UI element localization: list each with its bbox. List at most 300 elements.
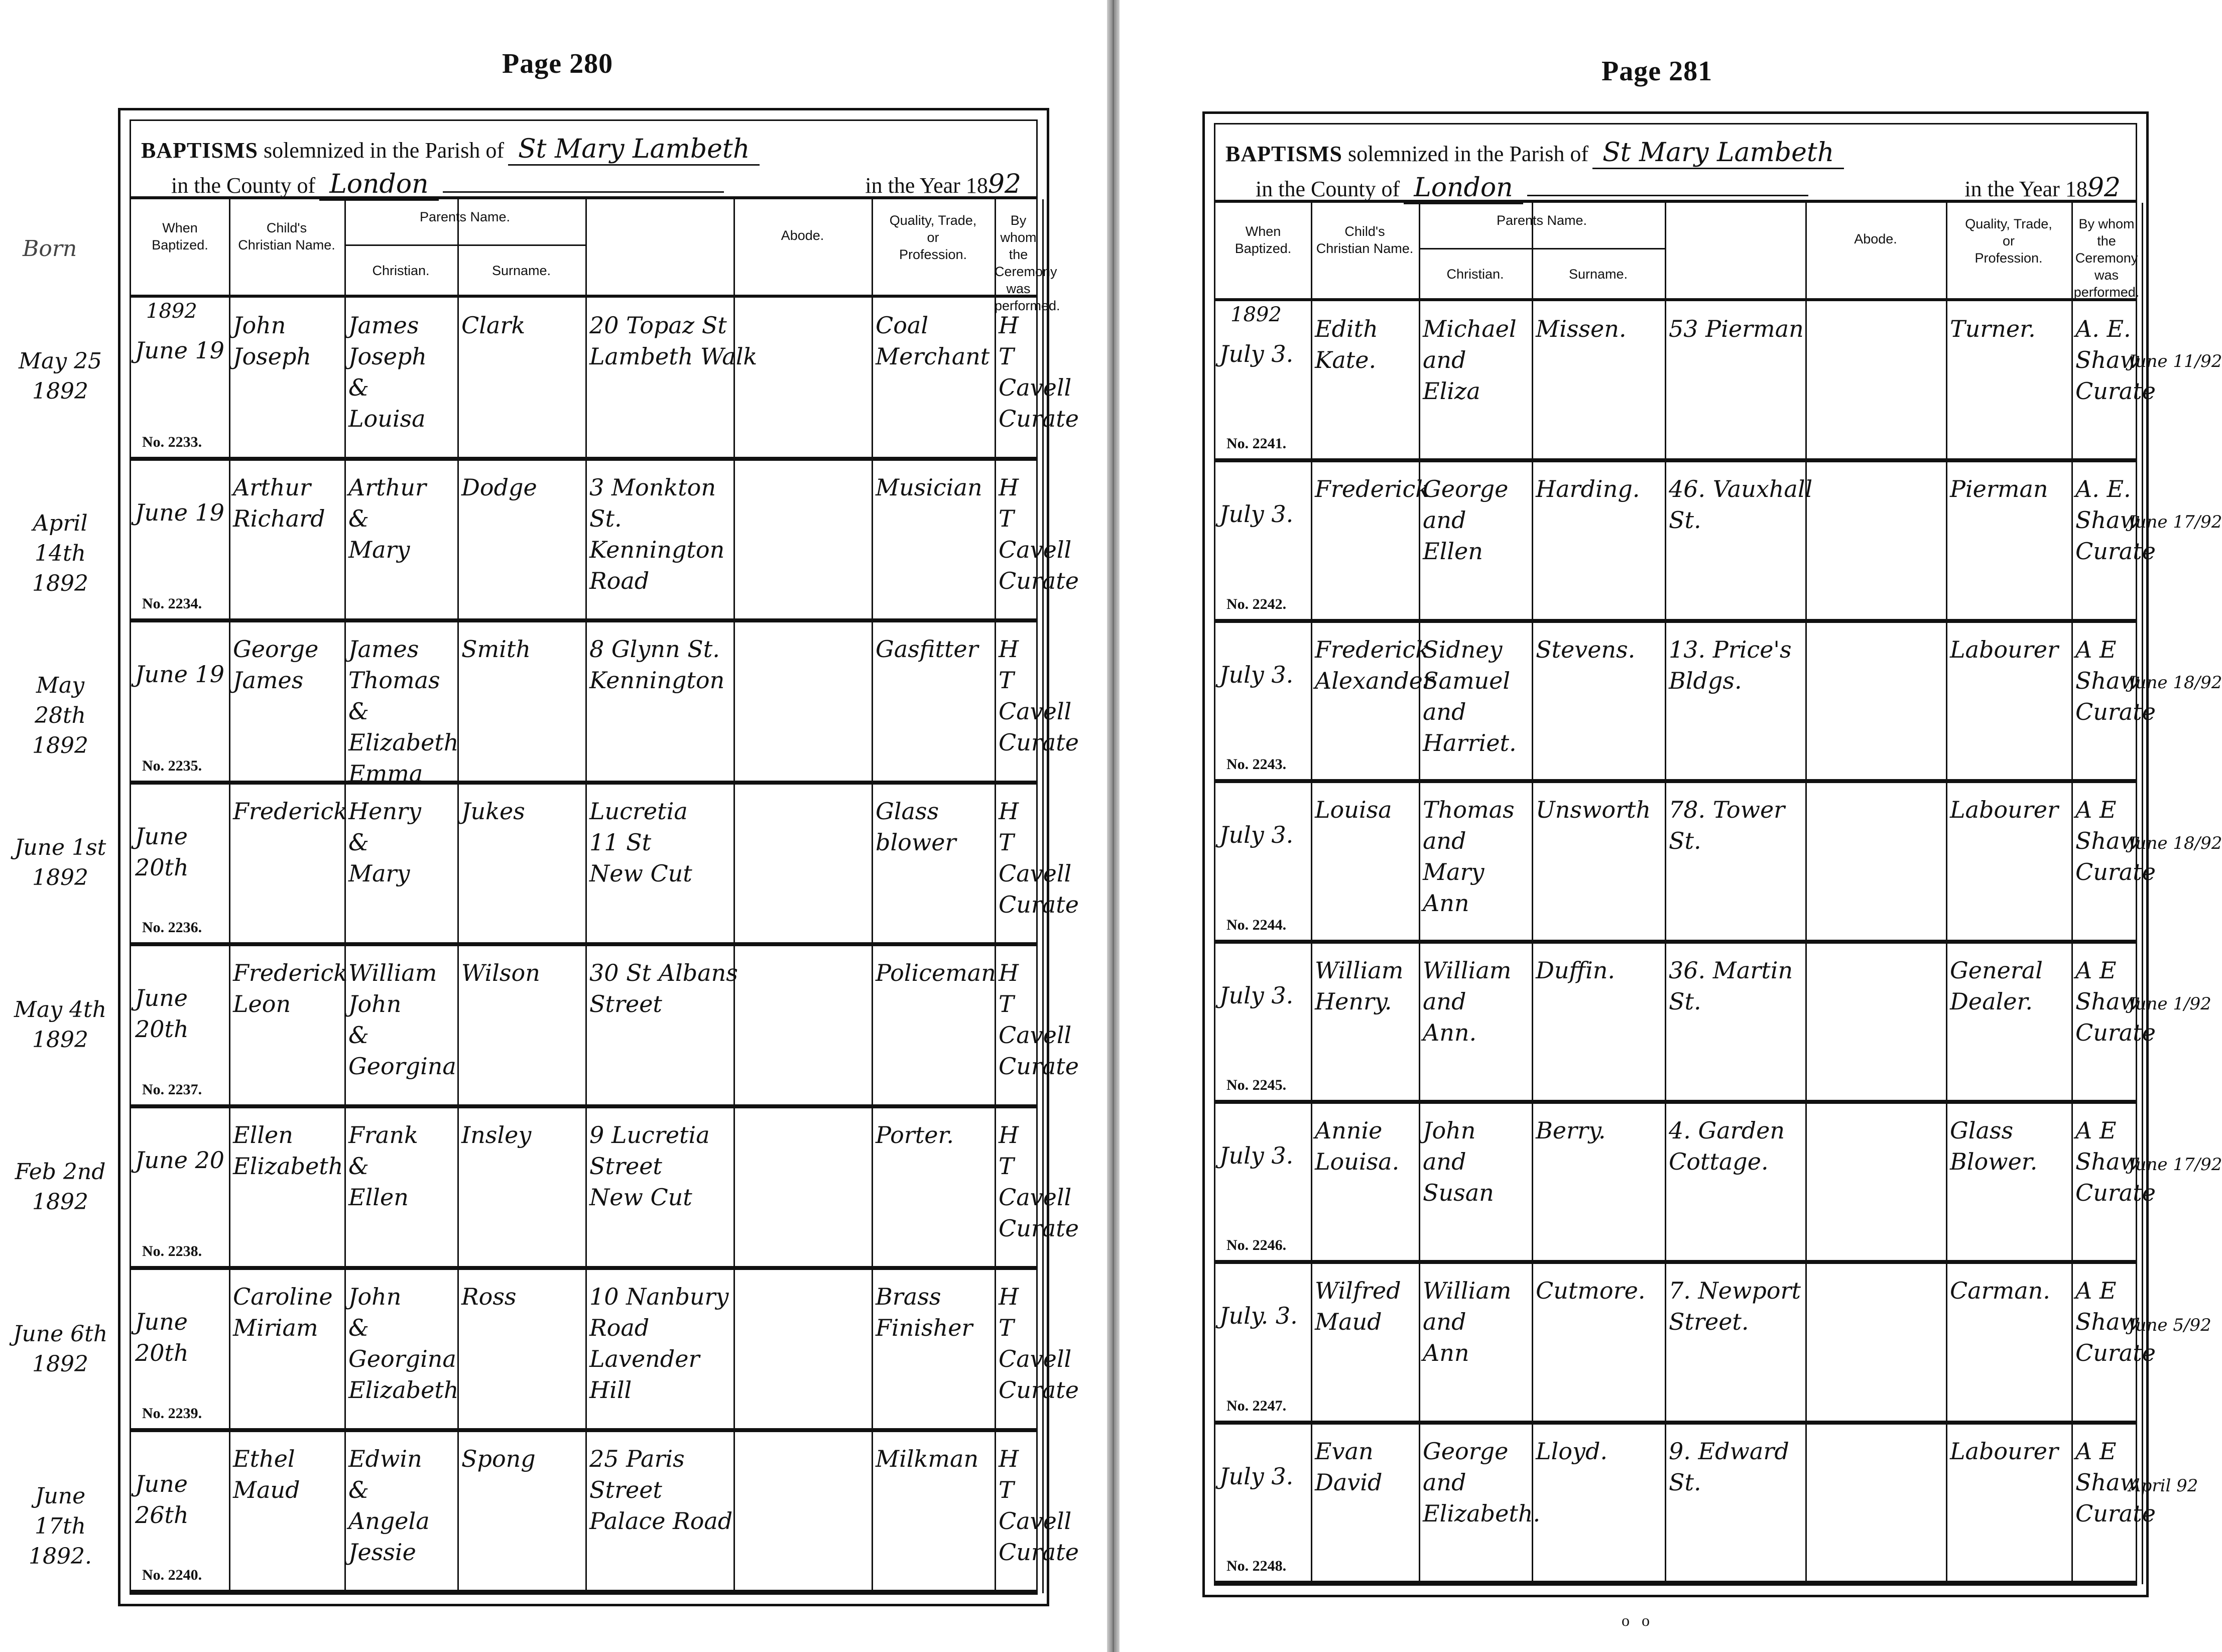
heading-text: solemnized in the Parish of [1347, 142, 1588, 166]
table-row [131, 1266, 1079, 1432]
cell-when [131, 1104, 229, 1266]
cell-parents-christian [344, 457, 457, 619]
cell-text: Louisa [1315, 796, 1392, 824]
register-number: No. 2242. [1226, 595, 1287, 612]
parents-subheader-divider [1419, 248, 1665, 249]
cell-text: Arthur & Mary [348, 473, 426, 563]
cell-text: Milkman [876, 1445, 979, 1472]
cell-text: 9. Edward St. [1669, 1437, 1789, 1496]
cell-when [131, 1428, 229, 1590]
register-number: No. 2233. [142, 433, 202, 450]
cell-text: Glass blower [876, 797, 956, 856]
cell-parents-christian [1419, 1260, 1532, 1420]
cell-text: A E Shaw Curate [2075, 796, 2156, 886]
cell-surname [457, 942, 585, 1104]
cell-abode [585, 1428, 872, 1590]
cell-text: July 3. [1219, 500, 1294, 528]
cell-text: Pierman [1950, 475, 2048, 503]
parish-name: St Mary Lambeth [1592, 138, 1844, 169]
column-header-abode: Abode. [1854, 231, 1897, 246]
cell-when [1215, 1260, 1311, 1420]
cell-when [1215, 779, 1311, 939]
book-gutter [1107, 0, 1120, 1652]
cell-text: John and Susan [1423, 1116, 1494, 1206]
cell-quality [872, 295, 995, 457]
cell-text: June 20th [135, 822, 189, 881]
cell-parents-christian [344, 942, 457, 1104]
birth-date-note: Feb 2nd 1892 [15, 1159, 106, 1215]
cell-surname [1532, 298, 1665, 458]
cell-text: Thomas and Mary Ann [1423, 796, 1515, 917]
table-row [1215, 1100, 2156, 1264]
cell-child [229, 781, 348, 943]
cell-text: Berry. [1536, 1116, 1606, 1144]
table-header [1215, 203, 2140, 301]
cell-surname [1532, 779, 1665, 939]
register-number: No. 2247. [1226, 1397, 1287, 1414]
cell-text: William and Ann [1423, 1277, 1512, 1367]
cell-text: Edith Kate. [1315, 315, 1378, 373]
cell-text: July. 3. [1219, 1302, 1298, 1330]
cell-abode [1665, 298, 1946, 458]
cell-by-whom [995, 781, 1079, 943]
cell-by-whom [2071, 779, 2156, 939]
cell-parents-christian [344, 618, 459, 787]
cell-when [1215, 619, 1311, 779]
cell-text: Policeman [876, 959, 996, 986]
cell-when [1215, 458, 1311, 618]
cell-text: A. E. Shaw Curate [2075, 475, 2156, 565]
table-row [1215, 298, 2156, 462]
column-header-quality: Quality, Trade, or Profession. [889, 213, 977, 262]
table-row [131, 457, 1079, 623]
cell-text: June 19 [135, 661, 225, 688]
cell-text: 7. Newport Street. [1669, 1277, 1801, 1336]
cell-text: Sidney Samuel and Harriet. [1423, 636, 1517, 756]
page-footer: o o [1622, 1611, 1654, 1629]
cell-abode [1665, 458, 1946, 618]
column-header-by-whom: By whom the Ceremony was performed. [2073, 216, 2140, 300]
birth-date-note: June 6th 1892 [13, 1321, 108, 1377]
register-number: No. 2235. [142, 757, 202, 774]
cell-text: Dodge [461, 473, 537, 501]
registration-note: April 92 [2129, 1476, 2198, 1496]
cell-text: George James [233, 636, 319, 694]
cell-by-whom [2071, 458, 2156, 618]
cell-text: 30 St Albans Street [589, 959, 738, 1018]
cell-abode [585, 618, 872, 781]
cell-quality [872, 942, 995, 1104]
table-row [1215, 458, 2156, 622]
page-number: Page 281 [1601, 56, 1713, 87]
table-row [1215, 1421, 2156, 1585]
cell-text: Wilson [461, 959, 540, 986]
cell-surname [457, 1104, 585, 1266]
column-header-surname: Surname. [491, 263, 551, 278]
register-heading [1225, 134, 2126, 204]
cell-text: Ross [461, 1283, 517, 1310]
cell-text: Harding. [1536, 475, 1640, 503]
cell-text: 13. Price's Bldgs. [1669, 636, 1792, 694]
cell-parents-christian [1419, 940, 1532, 1100]
cell-text: George and Ellen [1423, 475, 1509, 565]
cell-text: Coal Merchant [876, 312, 990, 370]
cell-text: H T Cavell Curate [999, 473, 1079, 594]
heading-prefix: BAPTISMS [141, 138, 258, 163]
register-number: No. 2245. [1226, 1076, 1287, 1093]
cell-by-whom [2071, 1100, 2156, 1260]
cell-child [1311, 619, 1434, 779]
cell-when [131, 942, 229, 1104]
county-label: in the County of [1256, 177, 1400, 201]
cell-abode [585, 942, 872, 1104]
table-row [1215, 1260, 2156, 1424]
cell-text: James Thomas & Elizabeth Emma [348, 636, 459, 787]
column-header-christian: Christian. [372, 263, 430, 278]
cell-child [1311, 779, 1419, 939]
cell-text: General Dealer. [1950, 956, 2043, 1015]
cell-abode [1665, 940, 1946, 1100]
birth-date-note: May 28th 1892 [32, 673, 88, 758]
cell-surname [457, 295, 585, 457]
parish-name: St Mary Lambeth [508, 134, 760, 166]
cell-by-whom [995, 942, 1079, 1104]
cell-quality [872, 1104, 995, 1266]
cell-abode [1665, 619, 1946, 779]
cell-quality [872, 457, 995, 619]
cell-text: July 3. [1219, 340, 1294, 367]
cell-text: A E Shaw Curate [2075, 956, 2156, 1046]
cell-text: A E Shaw Curate [2075, 1437, 2156, 1527]
cell-text: 20 Topaz St Lambeth Walk [589, 312, 758, 370]
register-number: No. 2236. [142, 919, 202, 936]
register-number: No. 2238. [142, 1243, 202, 1259]
cell-text: June 20 [135, 1146, 225, 1174]
cell-text: July 3. [1219, 661, 1294, 688]
cell-child [1311, 1100, 1419, 1260]
year-value: 92 [2087, 173, 2121, 203]
baptism-table [1215, 200, 2156, 1584]
column-header-christian: Christian. [1446, 267, 1504, 282]
heading-text: solemnized in the Parish of [263, 138, 504, 163]
cell-text: H T Cavell Curate [999, 1121, 1079, 1242]
cell-surname [457, 1428, 585, 1590]
cell-abode [1665, 779, 1946, 939]
cell-text: John & Georgina Elizabeth [348, 1283, 459, 1404]
cell-text: Carman. [1950, 1277, 2050, 1305]
birth-date-note: June 17th 1892. [29, 1483, 92, 1569]
cell-text: Evan David [1315, 1437, 1383, 1496]
register-number: No. 2248. [1226, 1558, 1287, 1574]
cell-text: Frank & Ellen [348, 1121, 418, 1211]
cell-text: William and Ann. [1423, 956, 1512, 1046]
cell-text: July 3. [1219, 1462, 1294, 1490]
cell-text: Annie Louisa. [1315, 1116, 1400, 1175]
cell-child [229, 618, 344, 781]
birth-date-note: May 4th 1892 [14, 997, 107, 1053]
cell-text: 3 Monkton St. Kennington Road [589, 473, 725, 594]
cell-text: 10 Nanbury Road Lavender Hill [589, 1283, 729, 1404]
cell-text: June 20th [135, 1308, 189, 1366]
cell-when [131, 781, 229, 943]
cell-text: July 3. [1219, 1141, 1294, 1169]
cell-text: Ethel Maud [233, 1445, 300, 1503]
register-inner [130, 119, 1079, 1595]
cell-surname [1532, 1260, 1665, 1420]
cell-text: June 19 [135, 498, 225, 526]
cell-by-whom [995, 295, 1079, 457]
cell-child [229, 457, 344, 619]
cell-surname [457, 618, 585, 781]
cell-surname [1532, 458, 1665, 618]
page-number: Page 280 [502, 48, 613, 79]
cell-by-whom [2071, 1260, 2156, 1420]
cell-text: Gasfitter [876, 636, 978, 663]
cell-text: Cutmore. [1536, 1277, 1646, 1305]
cell-text: Frederick [1315, 475, 1430, 503]
cell-text: William John & Georgina [348, 959, 456, 1080]
cell-text: A. E. Shaw Curate [2075, 315, 2156, 405]
cell-text: July 3. [1219, 981, 1294, 1009]
cell-text: Glass Blower. [1950, 1116, 2038, 1175]
register-frame [118, 108, 1079, 1606]
cell-parents-christian [344, 1104, 457, 1266]
cell-quality [1946, 1260, 2071, 1420]
year-label: in the Year 18 [1964, 177, 2087, 201]
cell-text: George and Elizabeth. [1423, 1437, 1541, 1527]
column-header-parents: Parents Name. [1496, 213, 1587, 228]
cell-text: Michael and Eliza [1423, 315, 1517, 405]
cell-when [131, 457, 229, 619]
cell-text: Labourer [1950, 1437, 2058, 1465]
register-number: No. 2234. [142, 595, 202, 612]
baptism-table [131, 196, 1079, 1593]
register-number: No. 2244. [1226, 916, 1287, 933]
cell-text: Unsworth [1536, 796, 1651, 824]
register-heading [141, 130, 1026, 200]
cell-when [1215, 1100, 1311, 1260]
table-row [131, 295, 1079, 461]
cell-when [131, 1266, 229, 1428]
cell-child [229, 1104, 344, 1266]
cell-text: Spong [461, 1445, 536, 1472]
column-header-abode: Abode. [781, 228, 824, 243]
birth-date-note: June 1st 1892 [14, 835, 106, 891]
cell-child [1311, 1260, 1419, 1420]
cell-quality [1946, 1421, 2071, 1581]
cell-quality [1946, 458, 2071, 618]
registration-note: June 5/92 [2129, 1315, 2211, 1335]
cell-text: Arthur Richard [233, 473, 325, 532]
column-divider [2142, 203, 2143, 1584]
birth-date-note: May 25 1892 [18, 348, 102, 404]
cell-surname [1532, 619, 1665, 779]
cell-text: June 20th [135, 984, 189, 1043]
cell-surname [457, 781, 585, 943]
table-row [131, 781, 1079, 947]
cell-quality [872, 618, 995, 781]
cell-abode [585, 1266, 872, 1428]
cell-child [229, 1266, 344, 1428]
left-page [0, 0, 1107, 1652]
cell-parents-christian [344, 1428, 457, 1590]
register-number: No. 2246. [1226, 1237, 1287, 1254]
cell-surname [457, 1266, 585, 1428]
column-header-child: Child's Christian Name. [1316, 224, 1414, 256]
cell-parents-christian [1419, 458, 1532, 618]
cell-text: John Joseph [233, 312, 312, 370]
register-number: No. 2241. [1226, 435, 1287, 452]
cell-text: H T Cavell Curate [999, 797, 1079, 918]
cell-quality [872, 1428, 995, 1590]
cell-parents-christian [1419, 1100, 1532, 1260]
cell-text: Brass Finisher [876, 1283, 973, 1341]
cell-text: Clark [461, 312, 526, 339]
table-row [131, 942, 1079, 1108]
cell-abode [585, 457, 872, 619]
cell-text: H T Cavell Curate [999, 636, 1079, 756]
column-header-when: When Baptized. [1235, 224, 1292, 256]
year-note: 1892 [146, 300, 197, 323]
register-number: No. 2239. [142, 1405, 202, 1422]
cell-text: Ellen Elizabeth [233, 1121, 343, 1180]
cell-text: A E Shaw Curate [2075, 1277, 2156, 1367]
margin-header: Born [23, 236, 77, 262]
register-number: No. 2237. [142, 1081, 202, 1098]
cell-text: H T Cavell Curate [999, 959, 1079, 1080]
cell-text: 25 Paris Street Palace Road [589, 1445, 733, 1535]
cell-quality [1946, 779, 2071, 939]
table-row [1215, 940, 2156, 1104]
cell-text: Stevens. [1536, 636, 1636, 663]
table-row [1215, 619, 2156, 783]
cell-text: A E Shaw Curate [2075, 636, 2156, 725]
cell-child [229, 295, 344, 457]
cell-text: 53 Pierman [1669, 315, 1804, 342]
cell-quality [1946, 298, 2071, 458]
cell-child [1311, 1421, 1419, 1581]
cell-text: 8 Glynn St. Kennington [589, 636, 725, 694]
column-header-child: Child's Christian Name. [238, 220, 335, 252]
heading-prefix: BAPTISMS [1225, 142, 1342, 166]
column-header-parents: Parents Name. [419, 209, 511, 224]
cell-child [229, 942, 348, 1104]
cell-parents-christian [344, 781, 457, 943]
county-name: London [1404, 173, 1523, 204]
cell-text: Henry & Mary [348, 797, 421, 887]
table-row [131, 1428, 1079, 1594]
cell-text: Frederick [233, 797, 348, 825]
cell-text: Missen. [1536, 315, 1627, 342]
register-frame [1202, 111, 2156, 1597]
cell-text: Frederick Leon [233, 959, 348, 1018]
cell-child [229, 1428, 344, 1590]
cell-child [1311, 940, 1419, 1100]
cell-parents-christian [344, 1266, 457, 1428]
cell-text: William Henry. [1315, 956, 1404, 1015]
cell-text: 78. Tower St. [1669, 796, 1785, 855]
cell-child [1311, 298, 1419, 458]
cell-by-whom [995, 1428, 1079, 1590]
cell-by-whom [2071, 619, 2156, 779]
cell-when [1215, 940, 1311, 1100]
cell-quality [872, 1266, 995, 1428]
registration-note: June 18/92 [2129, 833, 2222, 853]
cell-by-whom [2071, 940, 2156, 1100]
cell-abode [585, 1104, 872, 1266]
cell-by-whom [995, 618, 1079, 781]
cell-text: July 3. [1219, 821, 1294, 849]
birth-date-note: April 14th 1892 [32, 511, 88, 596]
registration-note: June 17/92 [2129, 512, 2222, 532]
cell-text: Labourer [1950, 796, 2058, 824]
cell-text: 36. Martin St. [1669, 956, 1793, 1015]
cell-surname [1532, 940, 1665, 1100]
cell-abode [585, 781, 872, 943]
cell-text: Frederick Alexander [1315, 636, 1434, 694]
column-header-by-whom: By whom the Ceremony was performed. [995, 213, 1060, 313]
cell-text: June 26th [135, 1470, 189, 1529]
cell-text: H T Cavell Curate [999, 1283, 1079, 1404]
cell-parents-christian [1419, 298, 1532, 458]
right-page [1120, 0, 2222, 1652]
column-header-quality: Quality, Trade, or Profession. [1965, 216, 2052, 266]
register-number: No. 2243. [1226, 756, 1287, 773]
cell-abode [585, 295, 872, 457]
cell-surname [1532, 1100, 1665, 1260]
cell-text: 4. Garden Cottage. [1669, 1116, 1785, 1175]
cell-abode [1665, 1100, 1946, 1260]
cell-text: Jukes [461, 797, 525, 825]
cell-by-whom [995, 457, 1079, 619]
table-row [1215, 779, 2156, 943]
cell-abode [1665, 1421, 1946, 1581]
cell-surname [1532, 1421, 1665, 1581]
county-name: London [319, 169, 438, 201]
cell-by-whom [2071, 298, 2156, 458]
register-number: No. 2240. [142, 1567, 202, 1583]
cell-surname [457, 457, 585, 619]
cell-parents-christian [1419, 779, 1532, 939]
cell-text: Smith [461, 636, 531, 663]
cell-quality [1946, 1100, 2071, 1260]
cell-text: 9 Lucretia Street New Cut [589, 1121, 710, 1211]
column-header-surname: Surname. [1568, 267, 1628, 282]
cell-text: A E Shaw Curate [2075, 1116, 2156, 1206]
registration-note: June 11/92 [2129, 351, 2222, 371]
cell-text: June 19 [135, 337, 225, 364]
table-row [131, 618, 1079, 787]
cell-text: Turner. [1950, 315, 2036, 342]
cell-quality [1946, 619, 2071, 779]
cell-by-whom [995, 1266, 1079, 1428]
cell-abode [1665, 1260, 1946, 1420]
cell-by-whom [2071, 1421, 2156, 1581]
cell-text: Wilfred Maud [1315, 1277, 1401, 1336]
cell-text: Caroline Miriam [233, 1283, 333, 1341]
cell-parents-christian [1419, 1421, 1541, 1581]
table-row [131, 1104, 1079, 1270]
cell-text: H T Cavell Curate [999, 312, 1079, 432]
column-header-when: When Baptized. [152, 220, 208, 252]
year-value: 92 [987, 169, 1021, 199]
cell-text: Lloyd. [1536, 1437, 1608, 1465]
cell-when [1215, 1421, 1311, 1581]
cell-parents-christian [344, 295, 457, 457]
cell-quality [1946, 940, 2071, 1100]
cell-text: 46. Vauxhall St. [1669, 475, 1813, 534]
cell-when [131, 618, 229, 781]
